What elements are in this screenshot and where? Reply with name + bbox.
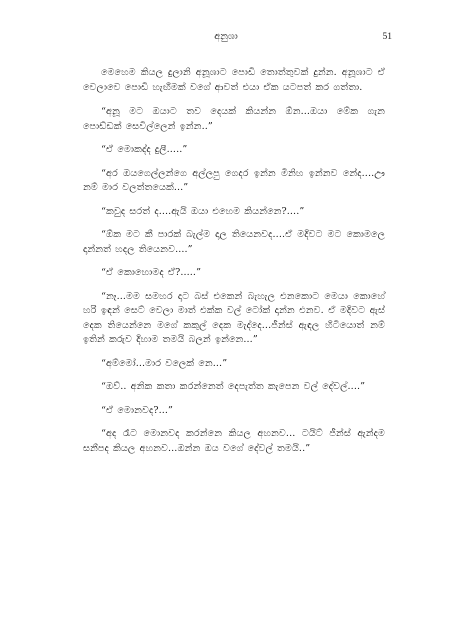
- paragraph: “ඔව්.. අනික කතා කරන්නෙත් දෙපැත්ත කැපෙන වල් දේවල්....”: [101, 381, 366, 392]
- paragraph: “ඕක මට කී පාරක් බැල්ම දාල තියෙනවද....ඒ මදිවට මට කොමලෙ දාන්නත් හදල තියෙනව....”: [83, 229, 385, 255]
- paragraph: “ඒ කොහොමද ඒ?.....”: [101, 267, 202, 278]
- page-number: 51: [382, 32, 392, 42]
- paragraph: “කවුද සරත් ද....ඇයි ඔයා එහෙම කියන්නෙ?....”: [101, 205, 305, 217]
- paragraph: “අර ඔයගෙල්ලන්ගෙ අල්ලපු ගෙදර ඉන්න මිනිහ ඉන්නව නේද....ඌ නම් මාර වලත්තයෙක්...”: [83, 167, 385, 193]
- running-title: අනුශා: [214, 31, 238, 42]
- paragraph: “ඒ මොනවද?...”: [101, 404, 174, 416]
- paragraph: “අම්මෝ...මාර වලෙක් නෙ...”: [101, 357, 228, 369]
- body-text: [83, 66, 385, 465]
- paragraph: මෙහෙම කියල දුලානි අනූශාට පොඩි තොත්තුවක් දුන්න. අනූශාට ඒ වෙලාවෙ පොඩි හැඟීමක් වගේ ආවත් එයා ඒක යටපත් කර ගත්තා.: [83, 67, 385, 93]
- paragraph: “අනූ මට ඔයාට තව දෙයක් කියන්න ඕන...ඔයා මේක ගැන පොඩ්ඩක් සෙවිල්ලෙන් ඉන්න..”: [83, 106, 385, 132]
- paragraph: “නෑ...මම සමහර දාට බස් එකෙන් බැහැල එනකොට මෙයා කොහේ හරි ඉඳන් සෙට් වෙලා මාත් එක්ක වල් ටෝක් දාන්න එනව. ඒ මදිවට ඇස් දෙක තියෙන්නෙ මගේ කකුල් දෙක මැද්දෙ...ජීන්ස් ඇඳල හිටියොත් නම් ඉතින් කරුව දිහාම තමයි බලන් ඉන්නෙ...”: [83, 290, 385, 345]
- paragraph: “අද රෑට මොනවද කරන්නෙ කියල අහනව... ටයිට් ජීන්ස් ඇන්දම සනීපද කියල අහනව...ඔන්න ඔය වගේ දේවල් තමයි..”: [83, 428, 385, 454]
- running-header: [0, 30, 452, 44]
- paragraph: “ඒ මොකද්ද දුලී.....”: [101, 144, 188, 155]
